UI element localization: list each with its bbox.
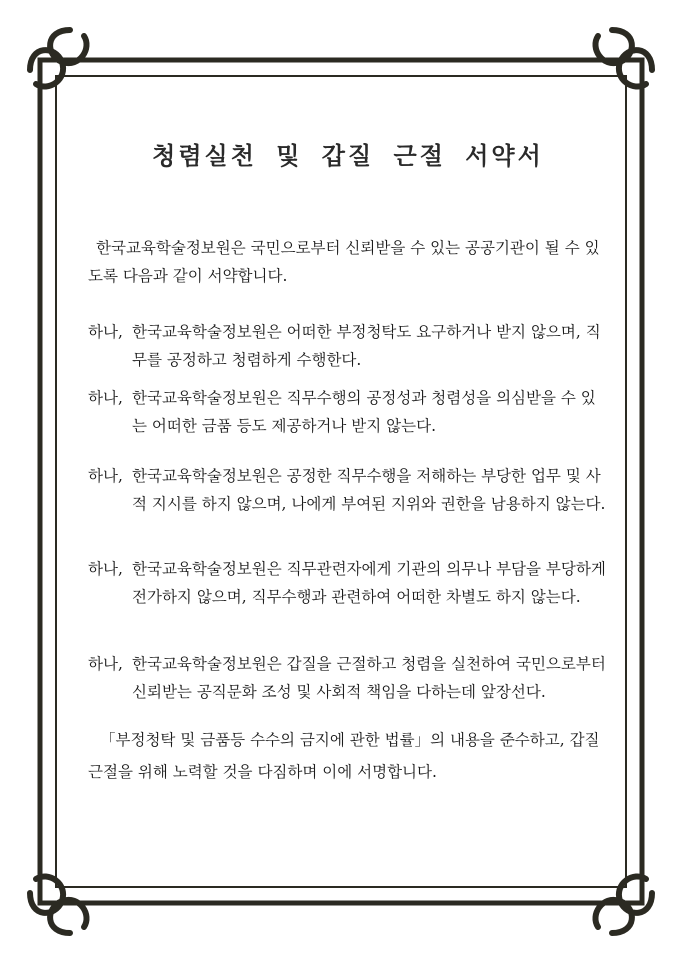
clause-text: 한국교육학술정보원은 공정한 직무수행을 저해하는 부당한 업무 및 사적 지시를 하지 않으며, 나에게 부여된 지위와 권한을 남용하지 않는다. (132, 467, 606, 513)
clause-marker: 하나, (88, 560, 123, 578)
intro-paragraph: 한국교육학술정보원은 국민으로부터 신뢰받을 수 있는 공공기관이 될 수 있도록 다음과 같이 서약합니다. (88, 239, 600, 285)
clause-text: 한국교육학술정보원은 어떠한 부정청탁도 요구하거나 받지 않으며, 직무를 공정하고 청렴하게 수행한다. (132, 323, 601, 369)
pledge-clause (88, 318, 608, 374)
pledge-clause (88, 384, 608, 440)
closing-paragraph: 「부정청탁 및 금품등 수수의 금지에 관한 법률」의 내용을 준수하고, 갑질 근절을 위해 노력할 것을 다짐하며 이에 서명합니다. (88, 731, 600, 781)
clause-text: 한국교육학술정보원은 직무관련자에게 기관의 의무나 부담을 부당하게 전가하지 않으며, 직무수행과 관련하여 어떠한 차별도 하지 않는다. (132, 560, 606, 606)
pledge-document (88, 0, 608, 963)
page-title: 청렴실천 및 갑질 근절 서약서 (152, 141, 544, 170)
pledge-clause (88, 650, 608, 706)
clause-text: 한국교육학술정보원은 직무수행의 공정성과 청렴성을 의심받을 수 있는 어떠한 금품 등도 제공하거나 받지 않는다. (132, 389, 596, 435)
clause-marker: 하나, (88, 389, 123, 407)
clause-marker: 하나, (88, 323, 123, 341)
pledge-clause (88, 462, 608, 518)
clause-marker: 하나, (88, 655, 123, 673)
clause-marker: 하나, (88, 467, 123, 485)
pledge-clause (88, 555, 608, 611)
clause-text: 한국교육학술정보원은 갑질을 근절하고 청렴을 실천하여 국민으로부터 신뢰받는 공직문화 조성 및 사회적 책임을 다하는데 앞장선다. (132, 655, 606, 701)
